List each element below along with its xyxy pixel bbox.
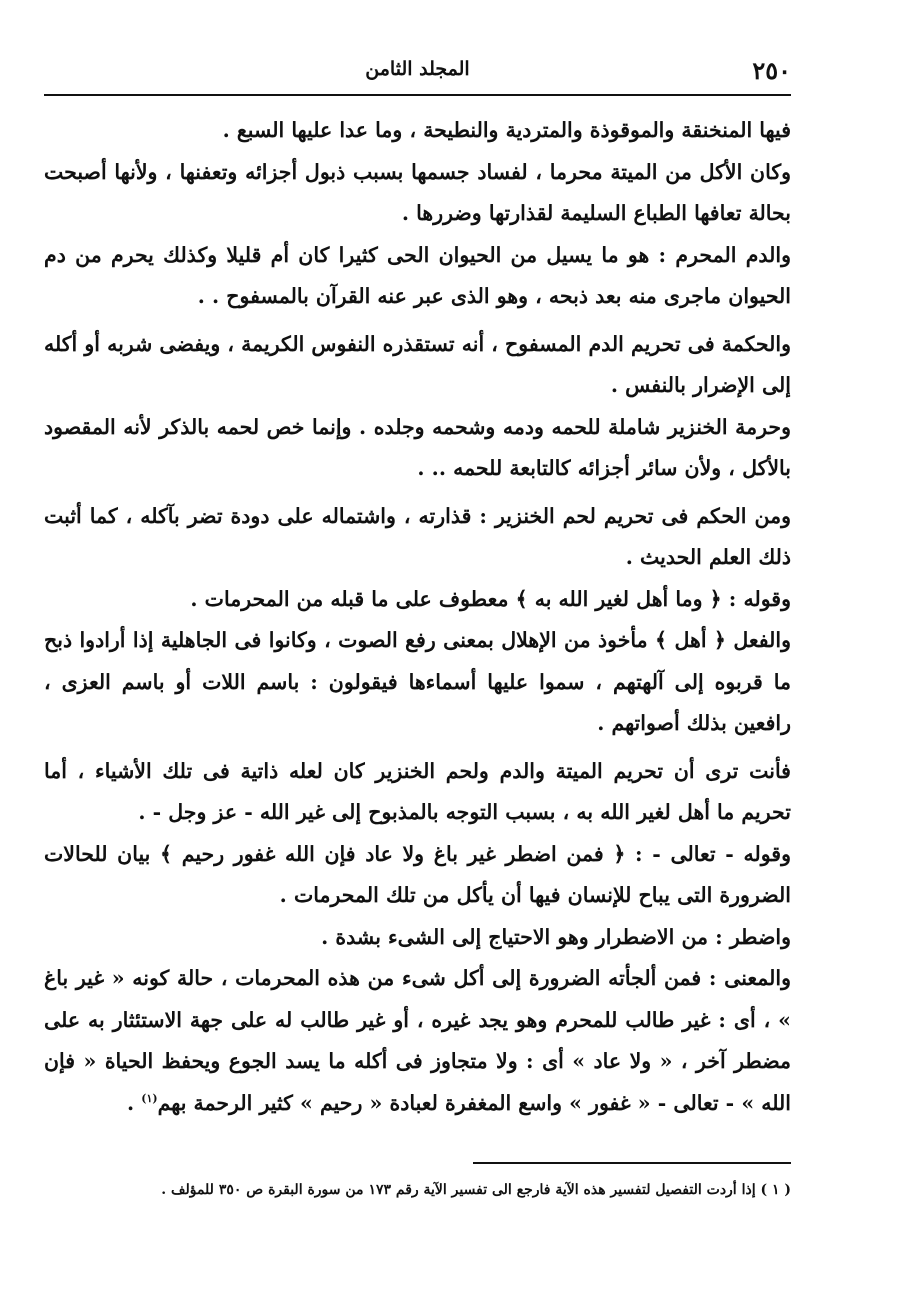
paragraph-last	[44, 958, 791, 1124]
paragraph-text: والمعنى : فمن ألجأته الضرورة إلى أكل شىء من هذه المحرمات ، حالة كونه « غير باغ » ، أى : غير طالب للمحرم وهو يجد غيره ، أو غير طالب له على جهة الاستئثار به على مضطر آخر ، « ولا عاد » أى : ولا متجاوز فى أكله ما يسد الجوع ويحفظ الحياة « فإن الله » - تعالى - « غفور » واسع المغفرة لعبادة « رحيم » كثير الرحمة بهم	[44, 966, 791, 1115]
footnote-divider	[473, 1162, 791, 1164]
page-header	[44, 56, 791, 90]
paragraph: واضطر : من الاضطرار وهو الاحتياج إلى الشىء بشدة .	[321, 924, 791, 949]
volume-title: المجلد الثامن	[365, 58, 470, 80]
paragraph: والحكمة فى تحريم الدم المسفوح ، أنه تستقذره النفوس الكريمة ، ويفضى شربه أو أكله إلى الإضرار بالنفس .	[44, 331, 791, 397]
paragraph: والفعل ﴿ أهل ﴾ مأخوذ من الإهلال بمعنى رفع الصوت ، وكانوا فى الجاهلية إذا أرادوا ذبح ما قربوه إلى آلهتهم ، سموا عليها أسماءها فيقولون : باسم اللات أو باسم العزى ، رافعين بذلك أصواتهم .	[44, 628, 791, 735]
paragraph-end: .	[126, 1090, 142, 1115]
page-number: ٢٥٠	[752, 56, 791, 85]
paragraph: ومن الحكم فى تحريم لحم الخنزير : قذارته ، واشتماله على دودة تضر بآكله ، كما أثبت ذلك العلم الحديث .	[44, 503, 791, 569]
footnote: ( ١ ) إذا أردت التفصيل لتفسير هذه الآية فارجع الى تفسير الآية رقم ١٧٣ من سورة البقرة ص ٣٥٠ للمؤلف .	[161, 1182, 791, 1198]
header-divider	[44, 94, 791, 96]
page-body	[44, 110, 791, 1124]
paragraph: وحرمة الخنزير شاملة للحمه ودمه وشحمه وجلده . وإنما خص لحمه بالذكر لأنه المقصود بالأكل ، ولأن سائر أجزائه كالتابعة للحمه .. .	[44, 414, 791, 480]
paragraph: وكان الأكل من الميتة محرما ، لفساد جسمها بسبب ذبول أجزائه وتعفنها ، ولأنها أصبحت بحالة تعافها الطباع السليمة لقذارتها وضررها .	[44, 159, 791, 225]
paragraph: فأنت ترى أن تحريم الميتة والدم ولحم الخنزير كان لعله ذاتية فى تلك الأشياء ، أما تحريم ما أهل لغير الله به ، بسبب التوجه بالمذبوح إلى غير الله - عز وجل - .	[44, 758, 791, 824]
footnote-marker: (١)	[141, 1091, 158, 1105]
paragraph: وقوله - تعالى - : ﴿ فمن اضطر غير باغ ولا عاد فإن الله غفور رحيم ﴾ بيان للحالات الضرورة التى يباح للإنسان فيها أن يأكل من تلك المحرمات .	[44, 841, 791, 907]
paragraph: والدم المحرم : هو ما يسيل من الحيوان الحى كثيرا كان أم قليلا وكذلك يحرم من دم الحيوان ماجرى منه بعد ذبحه ، وهو الذى عبر عنه القرآن بالمسفوح . .	[44, 242, 791, 308]
paragraph: فيها المنخنقة والموقوذة والمتردية والنطيحة ، وما عدا عليها السبع .	[222, 118, 791, 142]
paragraph: وقوله : ﴿ وما أهل لغير الله به ﴾ معطوف على ما قبله من المحرمات .	[190, 586, 791, 611]
